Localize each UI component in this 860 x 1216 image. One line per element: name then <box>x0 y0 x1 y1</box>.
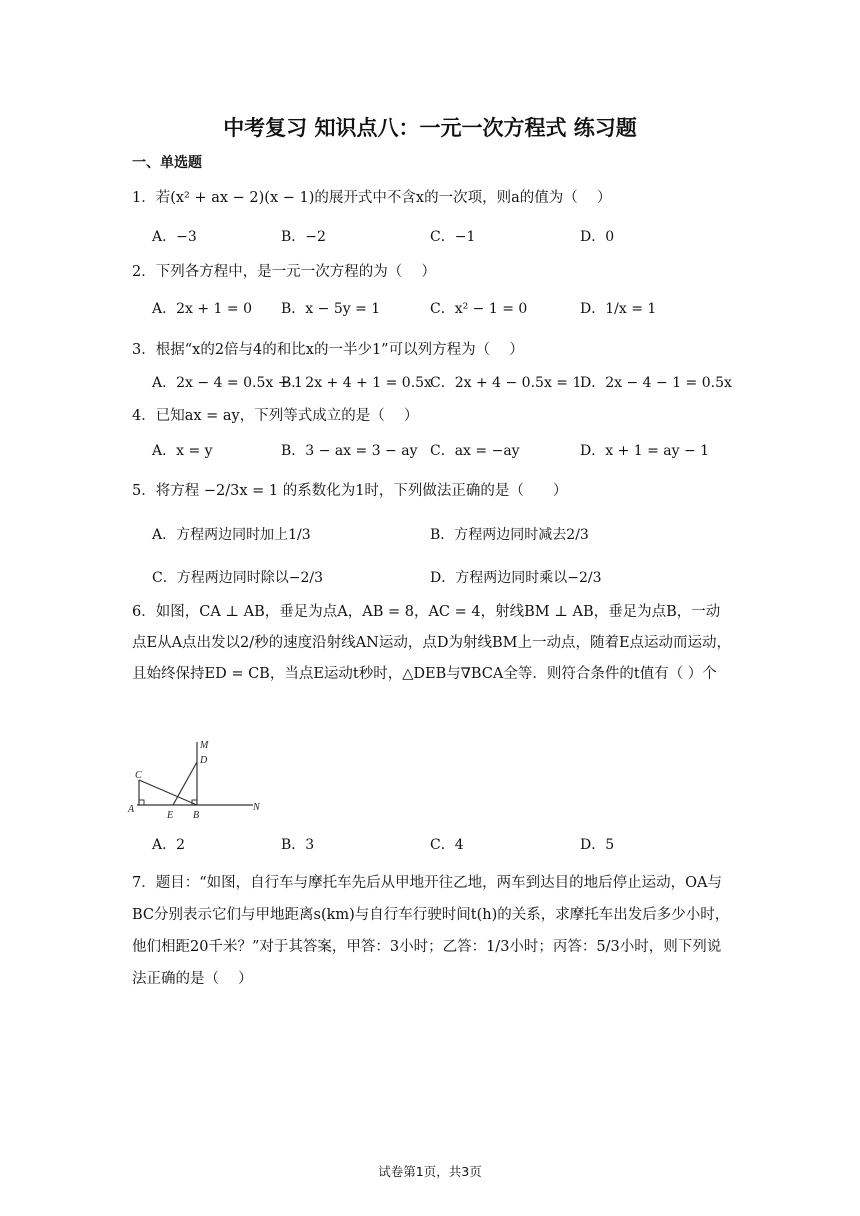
question-3-option-c: C．2x + 4 − 0.5x = 1 <box>430 375 582 391</box>
question-2-option-c: C．x² − 1 = 0 <box>430 301 528 317</box>
label-m: M <box>200 740 209 751</box>
question-4-option-a: A．x = y <box>152 443 213 459</box>
right-angle-a <box>139 800 144 805</box>
question-1-option-c: C．−1 <box>430 229 476 245</box>
question-7-stem: 7．题目：“如图，自行车与摩托车先后从甲地开往乙地，两车到达目的地后停止运动，OA与BC分别表示它们与甲地距离s(km)与自行车行驶时间t(h)的关系，求摩托车出发后多少小时，他们相距20千米？”对于其答案，甲答：3小时；乙答：1/3小时；丙答：5/3小时，则下列说法正确的是（ ） <box>132 875 730 987</box>
question-3-option-a: A．2x − 4 = 0.5x − 1 <box>152 375 303 391</box>
question-4-stem: 4．已知ax = ay，下列等式成立的是（ ） <box>132 408 419 424</box>
question-4-option-b: B．3 − ax = 3 − ay <box>281 443 418 459</box>
question-2-option-b: B．x − 5y = 1 <box>281 301 381 317</box>
label-c: C <box>135 770 142 781</box>
question-5-option-c: C．方程两边同时除以−2/3 <box>152 570 323 586</box>
question-1-stem: 1．若(x² + ax − 2)(x − 1)的展开式中不含x的一次项，则a的值为（ ） <box>132 190 612 206</box>
triangle-figure <box>125 736 265 818</box>
label-d: D <box>200 755 208 766</box>
question-6-option-b: B．3 <box>281 837 315 853</box>
label-e: E <box>167 810 174 818</box>
question-1-option-a: A．−3 <box>152 229 197 245</box>
question-4-option-c: C．ax = −ay <box>430 443 520 459</box>
question-2-option-a: A．2x + 1 = 0 <box>152 301 252 317</box>
section-heading: 一、单选题 <box>132 155 202 171</box>
page-title: 中考复习 知识点八：一元一次方程式 练习题 <box>223 116 637 140</box>
question-3-option-d: D．2x − 4 − 1 = 0.5x <box>580 375 732 391</box>
label-n: N <box>253 802 260 813</box>
segment-cb <box>139 780 197 805</box>
segment-ed <box>173 762 197 805</box>
label-b: B <box>193 810 200 818</box>
question-4-option-d: D．x + 1 = ay − 1 <box>580 443 710 459</box>
question-1-option-d: D．0 <box>580 229 615 245</box>
question-6-option-c: C．4 <box>430 837 464 853</box>
question-6-stem: 6．如图，CA ⊥ AB，垂足为点A，AB = 8，AC = 4，射线BM ⊥ AB，垂足为点B，一动点E从A点出发以2/秒的速度沿射线AN运动，点D为射线BM上一动点，随着E点运动而运动，且始终保持ED = CB，当点E运动t秒时，△DEB与∇BCA全等．则符合条件的t值有（ ）个 <box>132 604 732 682</box>
question-6-option-a: A．2 <box>152 837 186 853</box>
question-3-option-b: B．2x + 4 + 1 = 0.5x <box>281 375 432 391</box>
question-5-option-b: B．方程两边同时减去2/3 <box>430 527 589 543</box>
question-2-option-d: D．1/x = 1 <box>580 301 657 317</box>
question-6-option-d: D．5 <box>580 837 615 853</box>
question-1-option-b: B．−2 <box>281 229 326 245</box>
question-5-option-a: A．方程两边同时加上1/3 <box>152 527 311 543</box>
question-5-option-d: D．方程两边同时乘以−2/3 <box>430 570 602 586</box>
question-3-stem: 3．根据“x的2倍与4的和比x的一半少1”可以列方程为（ ） <box>132 342 524 358</box>
question-2-stem: 2．下列各方程中，是一元一次方程的为（ ） <box>132 264 436 280</box>
label-a: A <box>128 804 135 815</box>
question-5-stem: 5．将方程 −2/3x = 1 的系数化为1时，下列做法正确的是（ ） <box>132 483 568 499</box>
page-footer: 试卷第1页，共3页 <box>378 1164 482 1179</box>
